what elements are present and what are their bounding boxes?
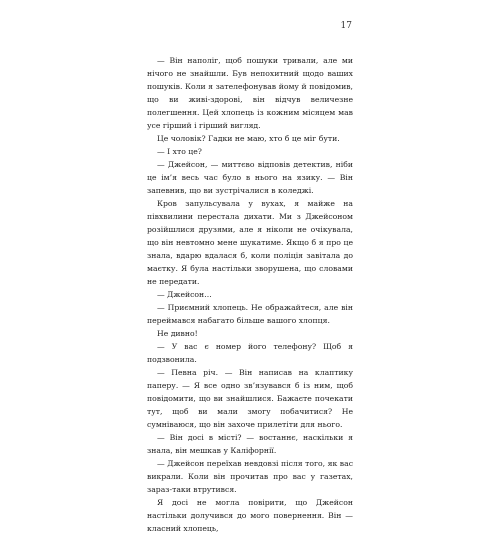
paragraph-2: Це чоловік? Гадки не маю, хто б це міг бути. xyxy=(157,134,340,143)
paragraph-5: Кров запульсувала у вухах, я майже на півхвилини перестала дихати. Ми з Джейсоном розійшлися друзями, але я ніколи не очікувала, що він невтомно мене шукатиме. Якщо б я про це знала, вдарю вдалася б, коли поліція завітала до маєтку. Я була настільки зворушена, що словами не передати. xyxy=(147,199,353,286)
paragraph-7: — Приємний хлопець. Не ображайтеся, але він переймався набагато більше вашого хлопця. xyxy=(147,303,353,325)
paragraph-1: — Він наполіг, щоб пошуки тривали, але ми нічого не знайшли. Був непохитний щодо ваших пошуків. Коли я зателефонував йому й повідомив, що ви живі-здорові, він відчув величезне полегшення. Цей хлопець із кожним місяцем мав усе гірший і гірший вигляд. xyxy=(147,56,353,130)
paragraph-10: — Певна річ. — Він написав на клаптику паперу. — Я все одно зв’язувався б із ним, щоб повідомити, що ви знайшлися. Бажаєте почекати тут, щоб ви мали змогу побачитися? Не сумніваюся, що він захоче прилетіти для нього. xyxy=(147,368,353,429)
body-text xyxy=(147,54,353,535)
paragraph-4: — Джейсон, — миттєво відповів детектив, ніби це ім’я весь час було в нього на язику. — Він запевнив, що ви зустрічалися в коледжі. xyxy=(147,160,353,195)
paragraph-12: — Джейсон переїхав невдовзі після того, як вас викрали. Коли він прочитав про вас у газетах, зараз-таки втрутився. xyxy=(147,459,353,494)
paragraph-6: — Джейсон… xyxy=(157,290,212,299)
paragraph-13: Я досі не могла повірити, що Джейсон настільки долучився до мого повернення. Він — класний хлопець, xyxy=(147,498,353,533)
paragraph-9: — У вас є номер його телефону? Щоб я подзвонила. xyxy=(147,342,353,364)
paragraph-3: — І хто це? xyxy=(157,147,202,156)
paragraph-8: Не дивно! xyxy=(157,329,198,338)
page-number: 17 xyxy=(340,21,352,31)
paragraph-11: — Він досі в місті? — востаннє, наскільки я знала, він мешкав у Каліфорнії. xyxy=(147,433,353,455)
